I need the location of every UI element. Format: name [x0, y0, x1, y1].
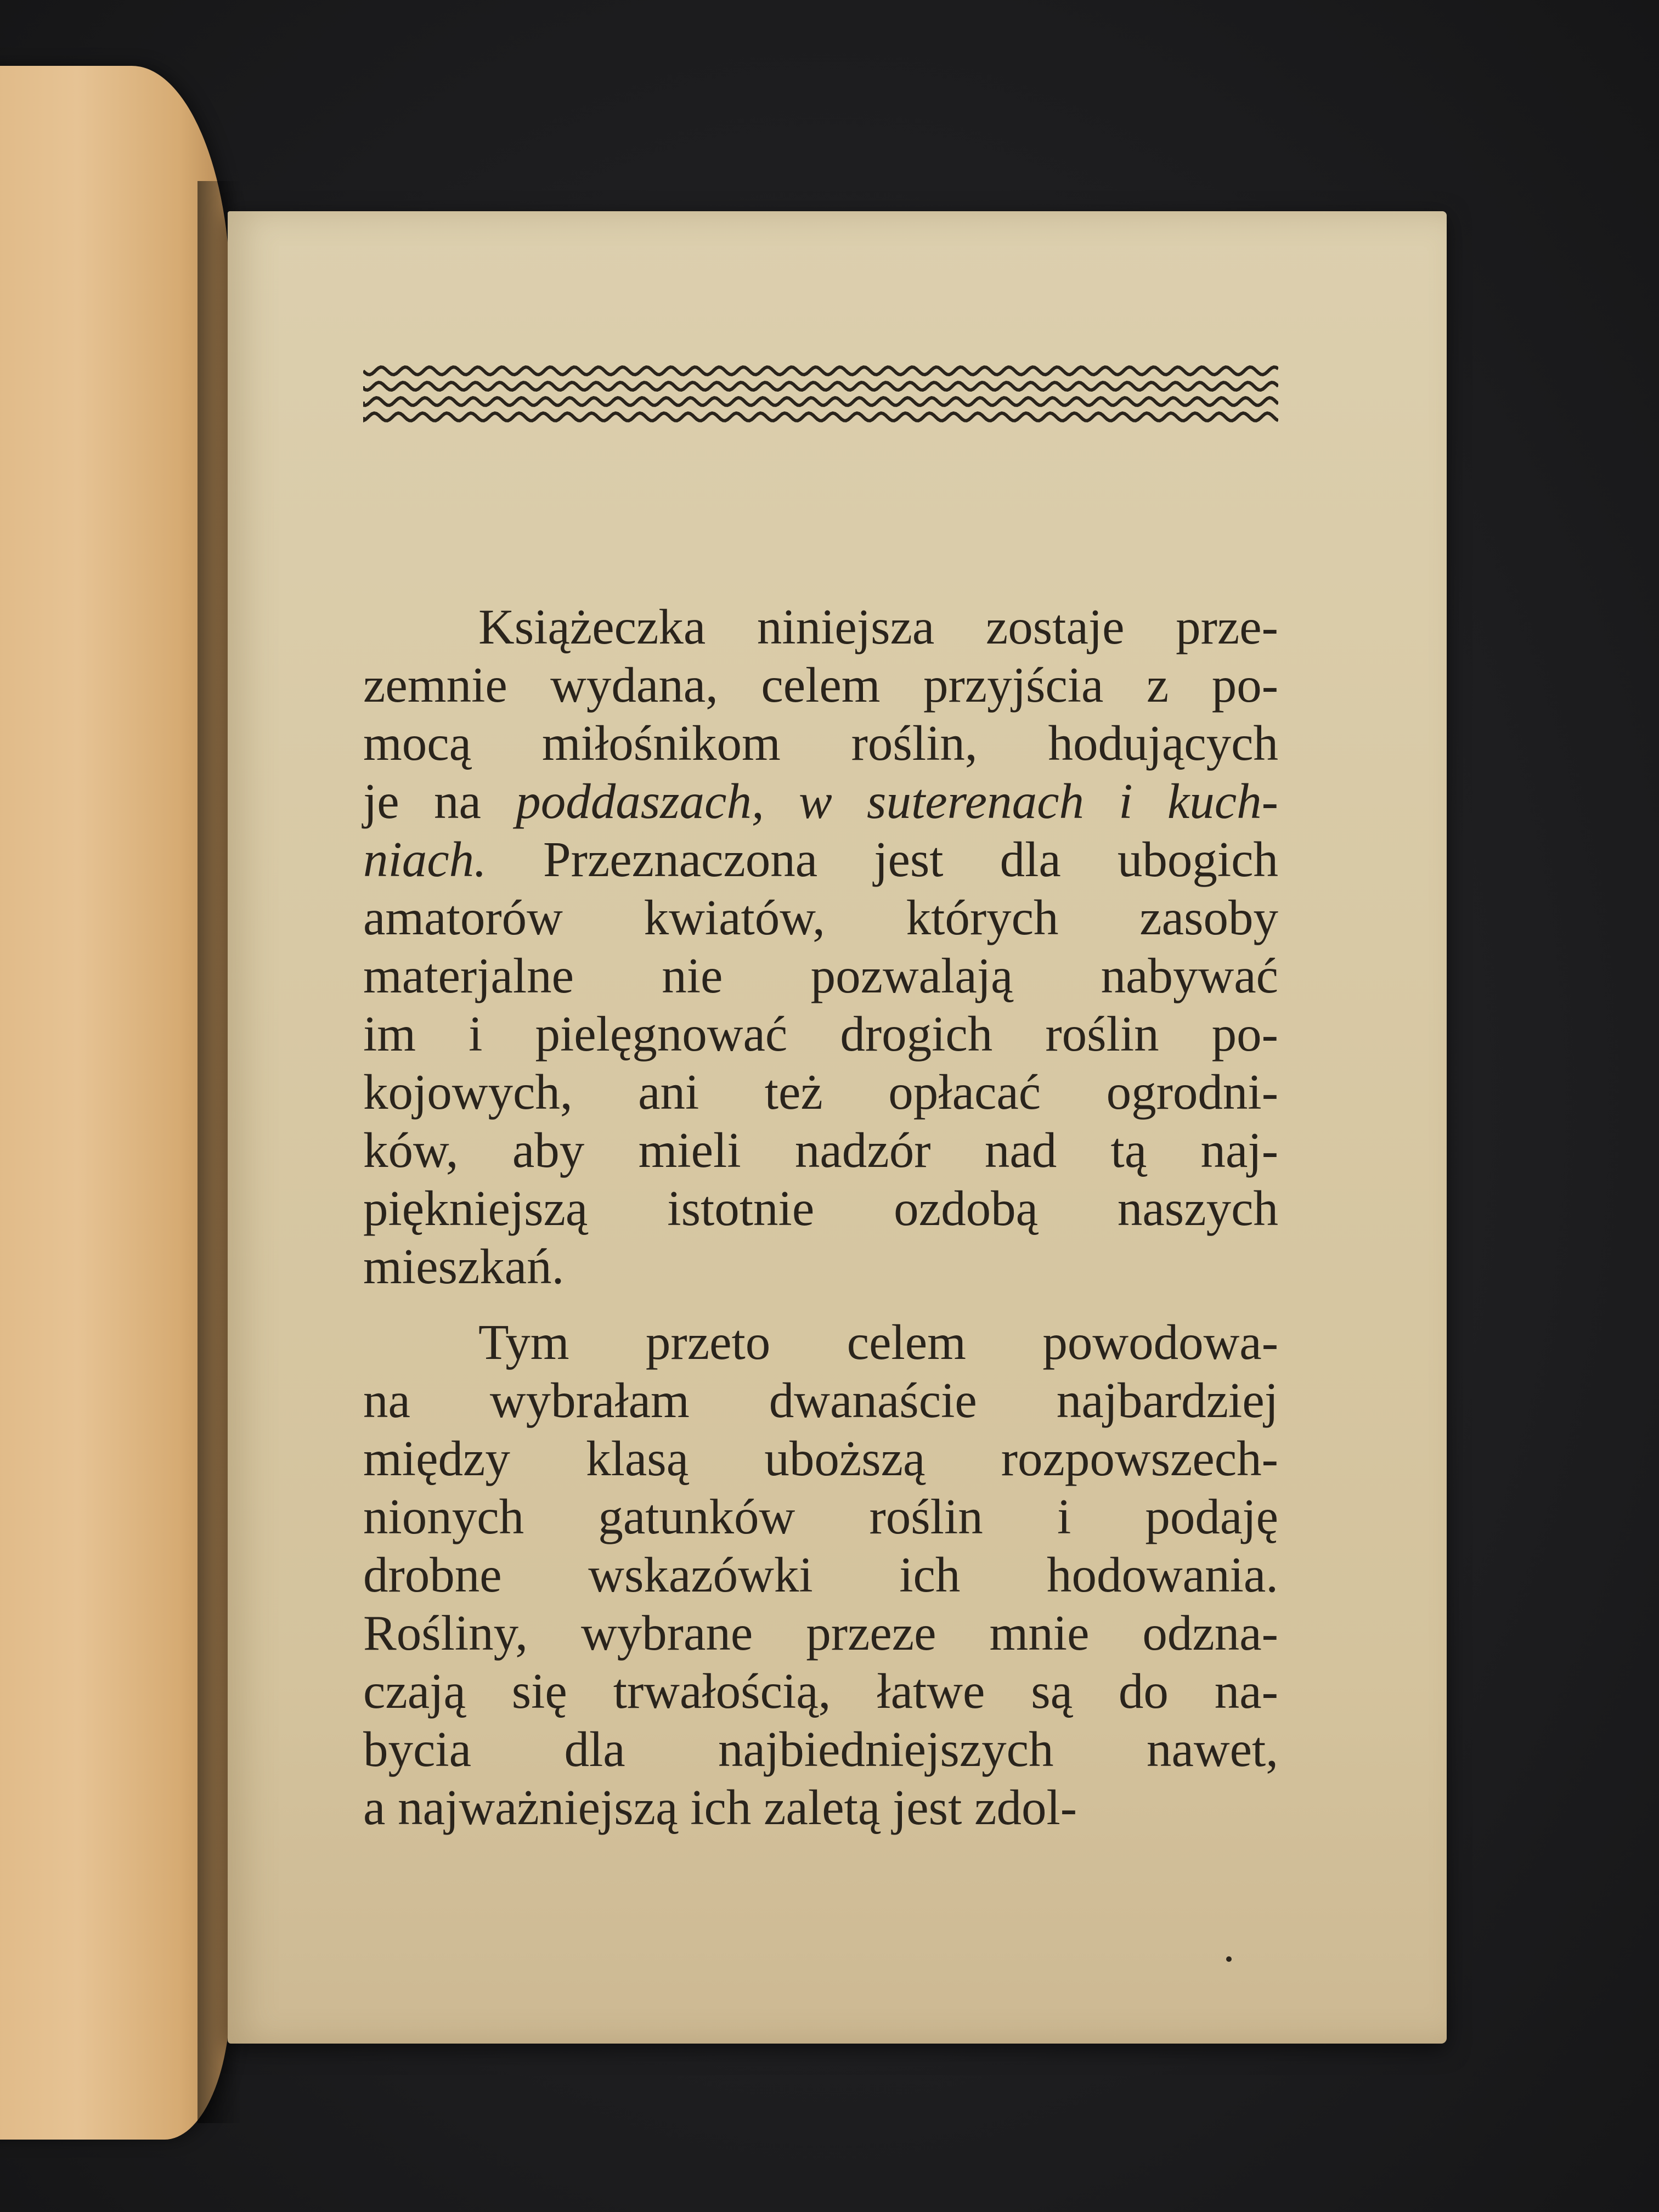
text-segment: amatorów kwiatów, których zasoby: [363, 890, 1278, 945]
text-line: [363, 1779, 1278, 1837]
text-segment: mocą miłośnikom roślin, hodujących: [363, 715, 1278, 771]
text-segment: materjalne nie pozwalają nabywać: [363, 948, 1278, 1003]
text-line: [363, 1063, 1278, 1121]
text-line: [363, 1720, 1278, 1779]
text-line: [363, 1313, 1278, 1372]
text-segment: mieszkań.: [363, 1239, 565, 1294]
text-segment: ków, aby mieli nadzór nad tą naj-: [363, 1122, 1278, 1178]
ink-dot: [1226, 1956, 1232, 1962]
text-line: [363, 1180, 1278, 1238]
italic-text: poddaszach, w suterenach i kuch-: [516, 774, 1278, 829]
left-page: [0, 66, 230, 2140]
wavy-line: [363, 367, 1278, 375]
text-line: [363, 1372, 1278, 1430]
text-line: [363, 1238, 1278, 1296]
text-segment: Książeczka niniejsza zostaje prze-: [478, 599, 1278, 654]
text-line: [363, 1546, 1278, 1604]
text-line: [363, 1488, 1278, 1546]
wavy-line: [363, 398, 1278, 405]
text-segment: im i pielęgnować drogich roślin po-: [363, 1006, 1278, 1062]
italic-text: niach.: [363, 832, 487, 887]
text-segment: zemnie wydana, celem przyjścia z po-: [363, 657, 1278, 713]
text-line: [363, 772, 1278, 831]
text-segment: Rośliny, wybrane przeze mnie odzna-: [363, 1605, 1278, 1661]
wavy-line: [363, 413, 1278, 421]
text-line: [363, 947, 1278, 1005]
text-segment: Przeznaczona jest dla ubogich: [486, 832, 1278, 887]
text-segment: bycia dla najbiedniejszych nawet,: [363, 1722, 1278, 1777]
text-line: [363, 1430, 1278, 1488]
text-segment: piękniejszą istotnie ozdobą naszych: [363, 1181, 1278, 1236]
text-segment: a najważniejszą ich zaletą jest zdol-: [363, 1780, 1077, 1835]
text-line: [363, 831, 1278, 889]
text-segment: między klasą uboższą rozpowszech-: [363, 1431, 1278, 1486]
text-segment: je na: [363, 774, 516, 829]
text-line: [363, 889, 1278, 947]
text-line: [363, 1005, 1278, 1063]
wavy-line: [363, 382, 1278, 390]
paragraph: [363, 1313, 1278, 1837]
text-line: [363, 1121, 1278, 1180]
text-segment: Tym przeto celem powodowa-: [478, 1314, 1278, 1370]
paragraph: [363, 598, 1278, 1296]
page-text: [363, 598, 1278, 1837]
text-segment: na wybrałam dwanaście najbardziej: [363, 1373, 1278, 1428]
text-line: [363, 656, 1278, 714]
text-line: [363, 1662, 1278, 1720]
text-segment: czają się trwałością, łatwe są do na-: [363, 1663, 1278, 1719]
text-segment: nionych gatunków roślin i podaję: [363, 1489, 1278, 1544]
text-line: [363, 714, 1278, 772]
text-line: [363, 1604, 1278, 1662]
text-segment: kojowych, ani też opłacać ogrodni-: [363, 1064, 1278, 1120]
wavy-line-ornament: [363, 361, 1278, 430]
text-line: [363, 598, 1278, 656]
text-segment: drobne wskazówki ich hodowania.: [363, 1547, 1278, 1602]
